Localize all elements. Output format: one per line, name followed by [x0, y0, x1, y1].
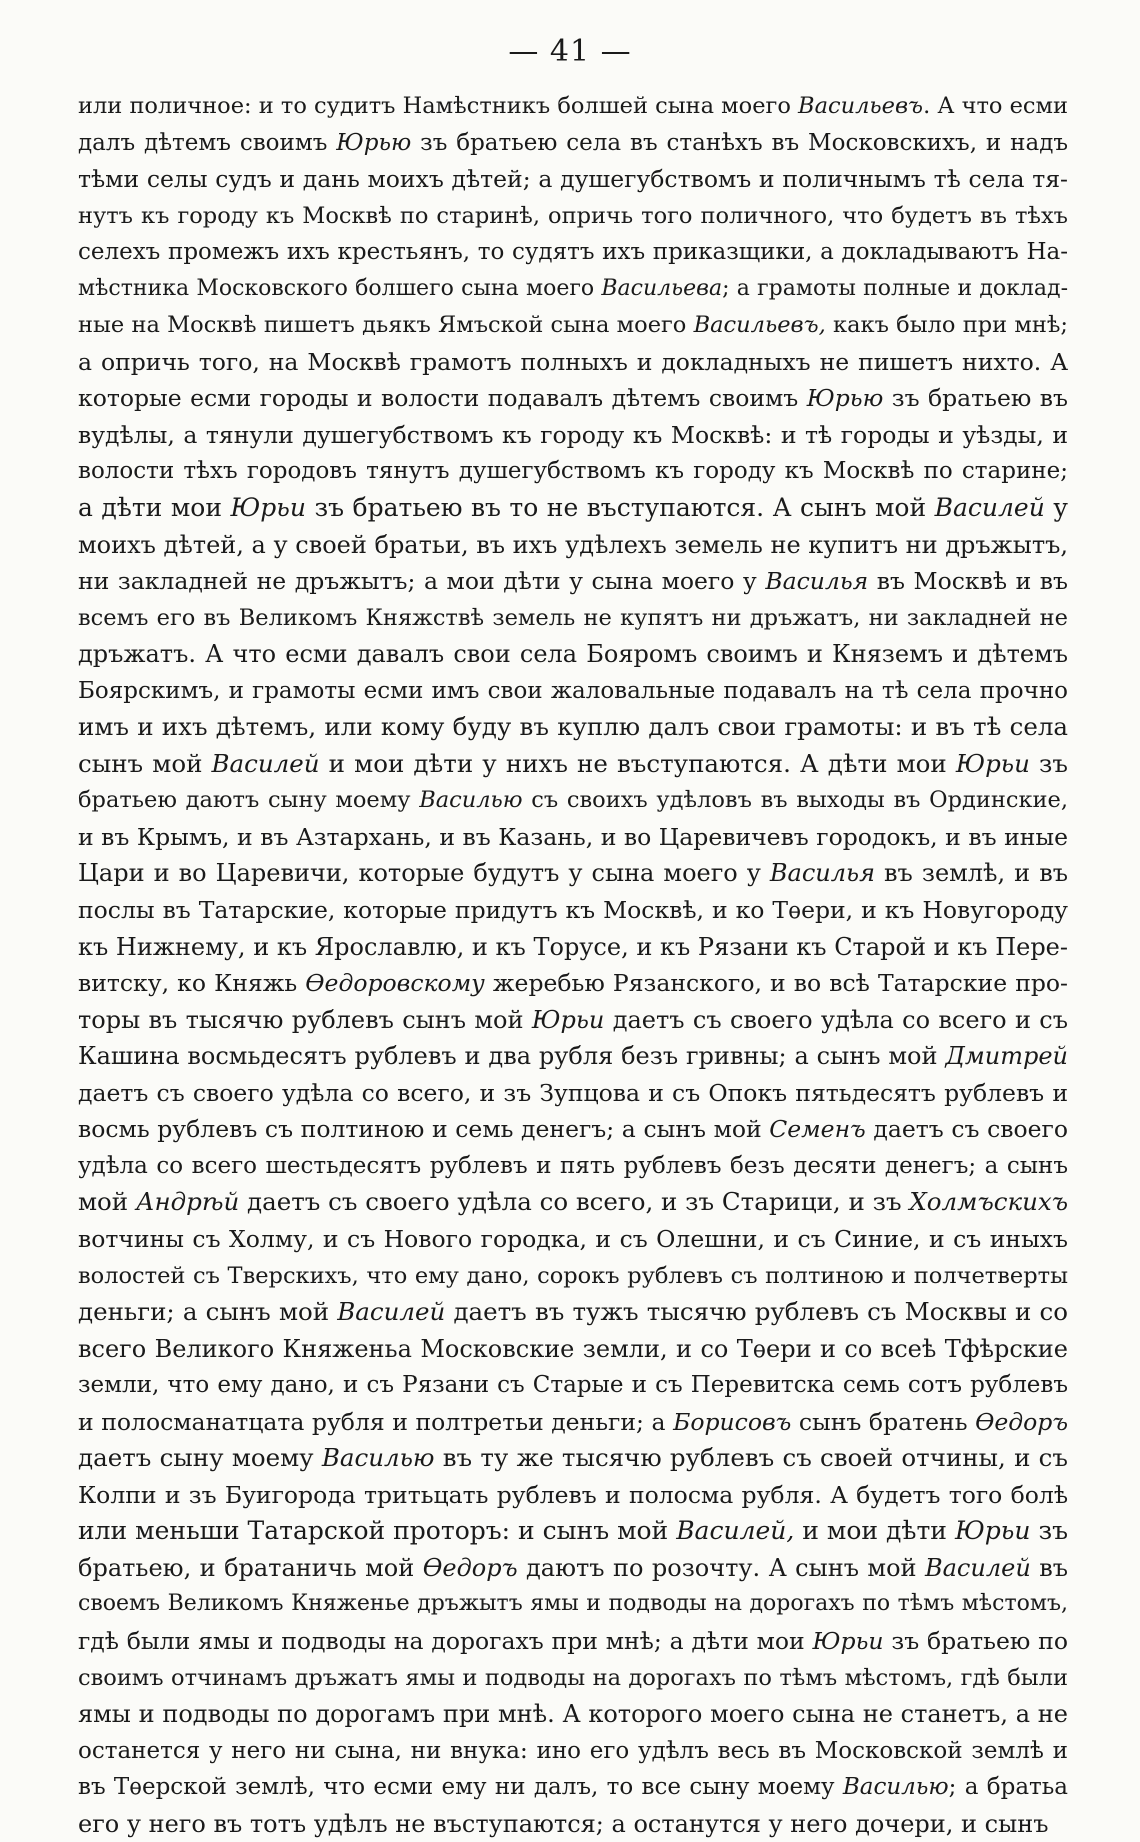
text-line — [78, 1440, 1068, 1477]
italic-name: Василья — [765, 567, 869, 596]
italic-name: Василью — [842, 1774, 949, 1801]
text-line — [78, 1075, 1068, 1112]
text-fragment: имъ и ихъ дѣтемъ, или кому буду въ куплю далъ свои грамоты: и въ тѣ села — [78, 712, 1068, 742]
text-line — [78, 1258, 1068, 1295]
text-line — [78, 600, 1068, 637]
text-line — [78, 161, 1068, 198]
text-fragment: вотчины съ Холму, и съ Нового городка, и съ Олешни, и съ Синие, и съ иныхъ — [78, 1224, 1068, 1253]
text-fragment: всего Великого Княженьа Московские земли, и со Тѳери и со всеѣ Тфѣрские — [78, 1334, 1068, 1363]
text-fragment: ни закладней не дръжытъ; а мои дѣти у сына моего у — [78, 567, 766, 596]
text-fragment: сынъ мой — [78, 748, 212, 778]
text-fragment: удѣла со всего шестьдесятъ рублевъ и пять рублевъ безъ десяти денегъ; а сынъ — [78, 1152, 1068, 1179]
text-line — [78, 855, 1068, 892]
text-fragment: мой — [78, 1187, 136, 1217]
text-fragment: своимъ отчинамъ дръжатъ ямы и подводы на дорогахъ по тѣмъ мѣстомъ, гдѣ были — [78, 1664, 1068, 1691]
text-fragment: зъ — [1029, 748, 1068, 778]
text-fragment: торы въ тысячю рублевъ сынъ мой — [78, 1005, 532, 1034]
text-fragment: къ Нижнему, и къ Ярославлю, и къ Торусе, и къ Рязани къ Старой и къ Пере- — [78, 932, 1068, 961]
text-line — [78, 1221, 1068, 1258]
text-line — [78, 1367, 1068, 1404]
text-fragment: даетъ сыну моему — [78, 1443, 322, 1473]
text-line — [78, 1769, 1068, 1806]
italic-name: Василей — [924, 1553, 1031, 1582]
text-line — [78, 1660, 1068, 1697]
text-line — [78, 1623, 1068, 1660]
text-fragment: въ — [1030, 1553, 1068, 1582]
text-fragment: Колпи и зъ Буигорода тритьцать рублевъ и полосма рубля. А будетъ того болѣ — [78, 1480, 1068, 1509]
text-fragment: своемъ Великомъ Княженье дръжытъ ямы и подводы на дорогахъ по тѣмъ мѣстомъ, — [78, 1591, 1068, 1617]
text-line — [78, 417, 1068, 454]
text-fragment: моихъ дѣтей, а у своей братьи, въ ихъ удѣлехъ земель не купитъ ни дръжытъ, — [78, 530, 1068, 559]
italic-name: Борисовъ — [673, 1407, 792, 1436]
text-line — [78, 380, 1068, 417]
text-fragment: братьею, и братаничь мой — [78, 1553, 423, 1582]
italic-name: Василью — [321, 1443, 435, 1473]
text-fragment: и въ Крымъ, и въ Азтархань, и въ Казань, и во Царевичевъ городокъ, и въ иные — [78, 822, 1068, 851]
text-fragment: мѣстника Московского болшего сына моего — [78, 275, 602, 301]
text-fragment: въ Москвѣ и въ — [868, 567, 1068, 596]
text-fragment: или поличное: и то судитъ Намѣстникъ болшей сына моего — [78, 93, 799, 119]
text-fragment: даетъ съ своего удѣла со всего, и зъ Старици, и зъ — [239, 1187, 910, 1217]
text-fragment: земли, что ему дано, и съ Рязани съ Старые и съ Перевитска семь сотъ рублевъ — [78, 1372, 1068, 1399]
text-fragment: а дѣти мои — [78, 493, 231, 523]
text-line — [78, 1148, 1068, 1185]
italic-name: Холмъскихъ — [909, 1187, 1068, 1217]
text-line — [78, 892, 1068, 929]
text-fragment: даетъ съ своего удѣла со всего, и зъ Зупцова и съ Опокъ пятьдесятъ рублевъ и — [78, 1078, 1068, 1107]
italic-name: Юрью — [336, 129, 412, 156]
text-line — [78, 1002, 1068, 1039]
italic-name: Ѳедоръ — [422, 1553, 518, 1582]
text-fragment: дръжатъ. А что есми давалъ свои села Бояромъ своимъ и Княземъ и дѣтемъ — [78, 640, 1068, 669]
text-fragment: братьею даютъ сыну моему — [78, 787, 420, 814]
text-line — [78, 929, 1068, 966]
text-fragment: вудѣлы, а тянули душегубствомъ къ городу къ Москвѣ: и тѣ городы и уѣзды, и — [78, 420, 1068, 449]
italic-name: Ѳедоровскому — [305, 969, 485, 998]
text-line — [78, 1038, 1068, 1075]
text-fragment: зъ — [1030, 1516, 1068, 1546]
text-line — [78, 125, 1068, 162]
italic-name: Юрьи — [954, 1516, 1031, 1546]
text-fragment: зъ братьею села въ станѣхъ въ Московскихъ, и надъ — [411, 129, 1068, 156]
italic-name: Василей — [934, 493, 1045, 523]
text-fragment: въ землѣ, и въ — [875, 859, 1068, 888]
text-line — [78, 453, 1068, 490]
text-fragment: . А что есми — [923, 93, 1068, 119]
text-fragment: съ своихъ удѣловъ въ выходы въ Ординские, — [522, 787, 1068, 814]
text-fragment: зъ братьею по — [883, 1626, 1068, 1655]
text-fragment: нутъ къ городу къ Москвѣ по старинѣ, опричь того поличного, что будетъ въ тѣхъ — [78, 202, 1068, 229]
italic-name: Юрьи — [230, 493, 307, 523]
italic-name: Василья — [769, 859, 876, 888]
text-fragment: деньги; а сынъ мой — [78, 1297, 338, 1327]
text-fragment: останется у него ни сына, ни внука: ино его удѣлъ весь въ Московской землѣ и — [78, 1737, 1068, 1764]
text-line — [78, 819, 1068, 856]
text-line — [78, 1513, 1068, 1550]
text-fragment: волости тѣхъ городовъ тянутъ душегубствомъ къ городу къ Москвѣ по старине; — [78, 458, 1068, 485]
text-line — [78, 307, 1068, 344]
italic-name: Андрѣй — [135, 1187, 240, 1217]
text-fragment: или меньши Татарской проторъ: и сынъ мой — [78, 1516, 677, 1546]
text-fragment: и мои дѣти у нихъ не въступаются. А дѣти мои — [319, 748, 956, 778]
text-fragment: волостей съ Тверскихъ, что ему дано, сорокъ рублевъ съ полтиною и полчетверты — [78, 1262, 1068, 1289]
text-fragment: какъ было при мнѣ; — [825, 312, 1068, 339]
text-fragment: его у него въ тотъ удѣлъ не въступаются; а останутся у него дочери, и сынъ — [78, 1809, 1049, 1838]
text-fragment: жеребью Рязанского, и во всѣ Татарские про- — [484, 969, 1068, 998]
text-line — [78, 1111, 1068, 1148]
text-line — [78, 344, 1068, 381]
text-fragment: въ ту же тысячю рублевъ съ своей отчины, и съ — [434, 1443, 1068, 1473]
text-fragment: тѣми селы судъ и дань моихъ дѣтей; а душегубствомъ и поличнымъ тѣ села тя- — [78, 165, 1068, 194]
text-line — [78, 1733, 1068, 1770]
text-line — [78, 1696, 1068, 1733]
text-line — [78, 527, 1068, 564]
italic-name: Юрьи — [812, 1626, 884, 1655]
text-line — [78, 198, 1068, 235]
text-line — [78, 782, 1068, 819]
italic-name: Семенъ — [769, 1115, 866, 1144]
italic-name: Васильевъ — [798, 93, 924, 119]
text-line — [78, 1294, 1068, 1331]
text-line — [78, 234, 1068, 271]
text-fragment: даетъ съ своего — [865, 1115, 1068, 1144]
text-fragment: которые есми городы и волости подавалъ дѣтемъ своимъ — [78, 384, 807, 413]
text-fragment: всемъ его въ Великомъ Княжствѣ земель не купятъ ни дръжатъ, ни закладней не — [78, 604, 1068, 631]
italic-name: Юрью — [806, 384, 884, 413]
text-line — [78, 709, 1068, 746]
text-fragment: далъ дѣтемъ своимъ — [78, 129, 337, 156]
text-fragment: даетъ съ своего удѣла со всего и съ — [604, 1005, 1068, 1034]
text-fragment: въ Тѳерской землѣ, что есми ему ни далъ, то все сыну моему — [78, 1774, 843, 1801]
text-line — [78, 1404, 1068, 1441]
body-text — [78, 88, 1068, 1842]
text-fragment: витску, ко Княжь — [78, 969, 306, 998]
text-fragment: гдѣ были ямы и подводы на дорогахъ при мнѣ; а дѣти мои — [78, 1626, 813, 1655]
text-fragment: селехъ промежъ ихъ крестьянъ, то судятъ ихъ приказщики, а докладываютъ На- — [78, 239, 1068, 266]
text-line — [78, 636, 1068, 673]
text-fragment: даютъ по розочту. А сынъ мой — [517, 1553, 925, 1582]
text-fragment: и полосманатцата рубля и полтретьи деньги; а — [78, 1407, 674, 1436]
text-fragment: ные на Москвѣ пишетъ дьякъ Ямъской сына моего — [78, 312, 694, 339]
italic-name: Васильева — [601, 275, 723, 301]
page-number: — 41 — — [508, 34, 632, 69]
italic-name: Васильевъ, — [693, 312, 826, 339]
text-fragment: послы въ Татарские, которые придутъ къ Москвѣ, и ко Тѳери, и къ Новугороду — [78, 896, 1068, 925]
text-fragment: у — [1044, 493, 1068, 523]
text-fragment: зъ братьею въ то не въступаются. А сынъ мой — [306, 493, 935, 523]
text-line — [78, 490, 1068, 527]
text-fragment: а опричь того, на Москвѣ грамотъ полныхъ и докладныхъ не пишетъ нихто. А — [78, 347, 1068, 376]
text-line — [78, 1331, 1068, 1368]
text-line — [78, 746, 1068, 783]
italic-name: Ѳедоръ — [975, 1407, 1068, 1436]
text-fragment: зъ братьею въ — [883, 384, 1068, 413]
text-line — [78, 1184, 1068, 1221]
text-line — [78, 965, 1068, 1002]
text-line — [78, 1806, 1068, 1842]
text-line — [78, 1550, 1068, 1587]
text-fragment: Кашина восмьдесятъ рублевъ и два рубля безъ гривны; а сынъ мой — [78, 1042, 946, 1071]
text-fragment: ямы и подводы по дорогамъ при мнѣ. А которого моего сына не станетъ, а не — [78, 1700, 1068, 1729]
text-line — [78, 1586, 1068, 1623]
text-fragment: Цари и во Царевичи, которые будутъ у сына моего у — [78, 859, 770, 888]
italic-name: Василей — [337, 1297, 446, 1327]
text-line — [78, 673, 1068, 710]
text-fragment: даетъ въ тужъ тысячю рублевъ съ Москвы и со — [445, 1297, 1068, 1327]
text-line — [78, 271, 1068, 308]
text-fragment: восмь рублевъ съ полтиною и семь денегъ; а сынъ мой — [78, 1115, 770, 1144]
text-line — [78, 88, 1068, 125]
text-line — [78, 563, 1068, 600]
text-fragment: сынъ братень — [791, 1407, 976, 1436]
text-fragment: и мои дѣти — [794, 1516, 955, 1546]
italic-name: Юрьи — [955, 748, 1030, 778]
italic-name: Дмитрей — [945, 1042, 1068, 1071]
text-line — [78, 1477, 1068, 1514]
text-fragment: ; а братьа — [948, 1774, 1068, 1801]
text-fragment: ; а грамоты полные и доклад- — [722, 275, 1068, 301]
italic-name: Василей — [211, 748, 320, 778]
italic-name: Василью — [419, 787, 523, 814]
italic-name: Василей, — [676, 1516, 795, 1546]
italic-name: Юрьи — [531, 1005, 605, 1034]
text-fragment: Боярскимъ, и грамоты есми имъ свои жаловальные подавалъ на тѣ села прочно — [78, 677, 1068, 704]
